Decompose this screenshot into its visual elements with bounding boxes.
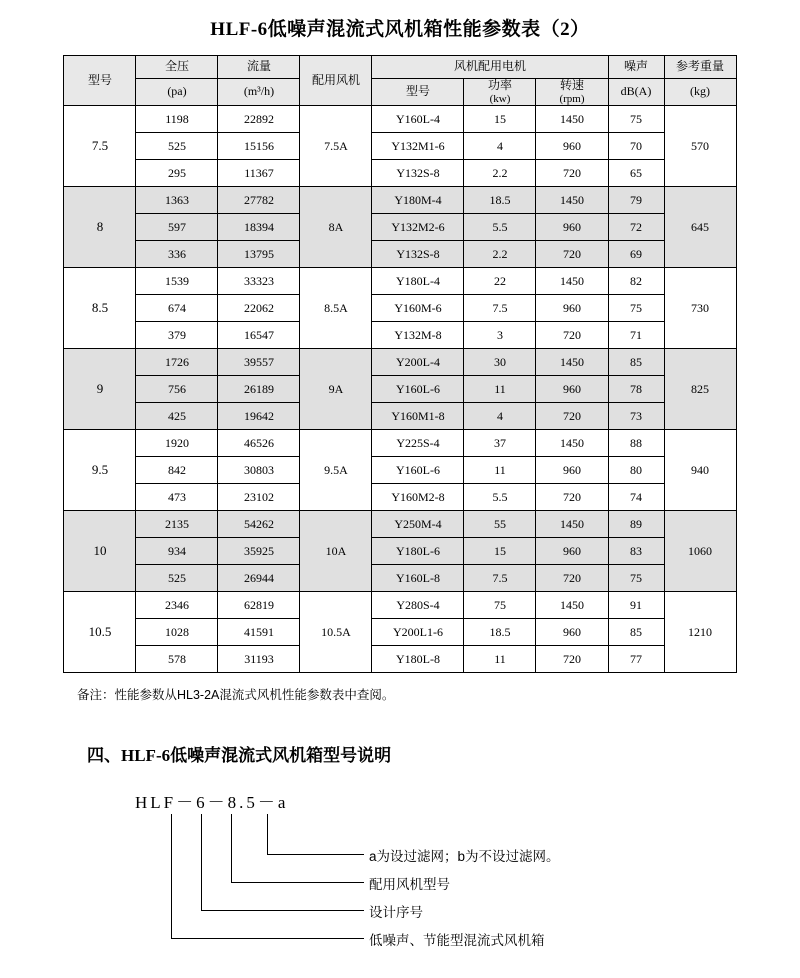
- cell-motor-model: Y132M2-6: [372, 214, 464, 241]
- model-code-text: HLF－6－8.5－a: [135, 793, 289, 813]
- cell-total-pressure: 1198: [136, 106, 218, 133]
- table-row: [64, 268, 736, 295]
- cell-noise: 75: [608, 565, 664, 592]
- cell-speed: 960: [536, 214, 608, 241]
- table-row: [64, 295, 736, 322]
- cell-speed: 720: [536, 160, 608, 187]
- page-title: HLF-6低噪声混流式风机箱性能参数表（2）: [210, 19, 590, 40]
- cell-model: 8.5: [64, 268, 136, 349]
- cell-noise: 74: [608, 484, 664, 511]
- th-fan: 配用风机: [300, 56, 372, 106]
- cell-power: 15: [464, 106, 536, 133]
- cell-total-pressure: 525: [136, 565, 218, 592]
- cell-flow: 26944: [218, 565, 300, 592]
- cell-speed: 1450: [536, 511, 608, 538]
- cell-power: 11: [464, 376, 536, 403]
- cell-noise: 70: [608, 133, 664, 160]
- th-total-pressure: [136, 56, 218, 79]
- header-row-2: [64, 79, 736, 106]
- cell-fan: 9.5A: [300, 430, 372, 511]
- table-row: [64, 133, 736, 160]
- diagram-label-filter: a为设过滤网；b为不设过滤网。: [369, 849, 560, 865]
- cell-noise: 85: [608, 349, 664, 376]
- cell-noise: 73: [608, 403, 664, 430]
- page: [0, 14, 800, 978]
- cell-weight: 570: [664, 106, 736, 187]
- cell-noise: 77: [608, 646, 664, 673]
- cell-total-pressure: 1726: [136, 349, 218, 376]
- cell-noise: 82: [608, 268, 664, 295]
- th-power-label: 功率: [487, 78, 512, 92]
- cell-total-pressure: 525: [136, 133, 218, 160]
- cell-total-pressure: 379: [136, 322, 218, 349]
- cell-weight: 1060: [664, 511, 736, 592]
- table-row: [64, 106, 736, 133]
- table-row: [64, 214, 736, 241]
- cell-power: 15: [464, 538, 536, 565]
- model-code-diagram: [75, 788, 725, 978]
- th-motor-group: 风机配用电机: [372, 56, 608, 79]
- cell-fan: 8.5A: [300, 268, 372, 349]
- table-row: [64, 511, 736, 538]
- cell-total-pressure: 295: [136, 160, 218, 187]
- cell-flow: 30803: [218, 457, 300, 484]
- table-row: [64, 538, 736, 565]
- cell-noise: 65: [608, 160, 664, 187]
- table-row: [64, 484, 736, 511]
- cell-flow: 26189: [218, 376, 300, 403]
- cell-power: 11: [464, 646, 536, 673]
- table-row: [64, 565, 736, 592]
- cell-motor-model: Y132S-8: [372, 160, 464, 187]
- cell-flow: 18394: [218, 214, 300, 241]
- cell-total-pressure: 1028: [136, 619, 218, 646]
- cell-speed: 1450: [536, 349, 608, 376]
- cell-total-pressure: 756: [136, 376, 218, 403]
- table-row: [64, 376, 736, 403]
- cell-model: 9.5: [64, 430, 136, 511]
- cell-noise: 72: [608, 214, 664, 241]
- cell-power: 22: [464, 268, 536, 295]
- cell-fan: 8A: [300, 187, 372, 268]
- cell-power: 4: [464, 403, 536, 430]
- section-title: 四、HLF-6低噪声混流式风机箱型号说明: [87, 746, 392, 766]
- cell-speed: 1450: [536, 187, 608, 214]
- cell-power: 55: [464, 511, 536, 538]
- cell-flow: 41591: [218, 619, 300, 646]
- cell-power: 7.5: [464, 295, 536, 322]
- cell-flow: 13795: [218, 241, 300, 268]
- cell-noise: 85: [608, 619, 664, 646]
- cell-weight: 825: [664, 349, 736, 430]
- cell-total-pressure: 1363: [136, 187, 218, 214]
- th-speed-unit: (rpm): [559, 92, 585, 105]
- cell-motor-model: Y132M-8: [372, 322, 464, 349]
- th-noise-unit: dB(A): [608, 79, 664, 106]
- cell-motor-model: Y280S-4: [372, 592, 464, 619]
- table-row: [64, 592, 736, 619]
- cell-speed: 720: [536, 241, 608, 268]
- cell-weight: 1210: [664, 592, 736, 673]
- table-row: [64, 187, 736, 214]
- cell-speed: 1450: [536, 592, 608, 619]
- cell-power: 5.5: [464, 214, 536, 241]
- cell-motor-model: Y200L-4: [372, 349, 464, 376]
- cell-motor-model: Y160L-8: [372, 565, 464, 592]
- cell-flow: 33323: [218, 268, 300, 295]
- cell-speed: 960: [536, 295, 608, 322]
- cell-flow: 62819: [218, 592, 300, 619]
- table-row: [64, 160, 736, 187]
- th-flow: [218, 56, 300, 79]
- cell-total-pressure: 934: [136, 538, 218, 565]
- cell-motor-model: Y160M2-8: [372, 484, 464, 511]
- cell-power: 5.5: [464, 484, 536, 511]
- cell-total-pressure: 842: [136, 457, 218, 484]
- cell-fan: 10.5A: [300, 592, 372, 673]
- cell-flow: 35925: [218, 538, 300, 565]
- cell-motor-model: Y160M1-8: [372, 403, 464, 430]
- cell-total-pressure: 2135: [136, 511, 218, 538]
- cell-noise: 75: [608, 106, 664, 133]
- cell-motor-model: Y180L-4: [372, 268, 464, 295]
- cell-speed: 1450: [536, 268, 608, 295]
- cell-motor-model: Y160L-6: [372, 457, 464, 484]
- cell-total-pressure: 1920: [136, 430, 218, 457]
- cell-speed: 720: [536, 484, 608, 511]
- cell-noise: 80: [608, 457, 664, 484]
- cell-flow: 27782: [218, 187, 300, 214]
- table-row: [64, 349, 736, 376]
- th-speed-label: 转速: [559, 78, 584, 92]
- cell-flow: 22892: [218, 106, 300, 133]
- cell-noise: 71: [608, 322, 664, 349]
- th-speed: [536, 79, 608, 106]
- cell-power: 11: [464, 457, 536, 484]
- cell-power: 4: [464, 133, 536, 160]
- cell-weight: 645: [664, 187, 736, 268]
- th-noise-label: 噪声: [624, 59, 649, 74]
- cell-speed: 960: [536, 457, 608, 484]
- cell-fan: 9A: [300, 349, 372, 430]
- cell-flow: 16547: [218, 322, 300, 349]
- cell-motor-model: Y160L-6: [372, 376, 464, 403]
- th-power-unit: (kw): [489, 92, 511, 105]
- th-power: [464, 79, 536, 106]
- cell-flow: 54262: [218, 511, 300, 538]
- table-row: [64, 646, 736, 673]
- cell-motor-model: Y180L-6: [372, 538, 464, 565]
- cell-speed: 1450: [536, 430, 608, 457]
- cell-noise: 83: [608, 538, 664, 565]
- cell-power: 75: [464, 592, 536, 619]
- cell-motor-model: Y160L-4: [372, 106, 464, 133]
- cell-power: 37: [464, 430, 536, 457]
- cell-weight: 940: [664, 430, 736, 511]
- diagram-label-design-no: 设计序号: [369, 905, 423, 921]
- spec-table: [63, 55, 736, 673]
- th-motor-model: 型号: [372, 79, 464, 106]
- cell-motor-model: Y132M1-6: [372, 133, 464, 160]
- cell-noise: 89: [608, 511, 664, 538]
- cell-noise: 91: [608, 592, 664, 619]
- leader-line-4: [171, 814, 364, 939]
- cell-total-pressure: 473: [136, 484, 218, 511]
- cell-flow: 31193: [218, 646, 300, 673]
- cell-flow: 15156: [218, 133, 300, 160]
- th-weight: [664, 56, 736, 79]
- th-total-pressure-label: 全压: [164, 59, 189, 74]
- cell-speed: 720: [536, 322, 608, 349]
- cell-total-pressure: 2346: [136, 592, 218, 619]
- cell-total-pressure: 1539: [136, 268, 218, 295]
- cell-model: 7.5: [64, 106, 136, 187]
- cell-motor-model: Y132S-8: [372, 241, 464, 268]
- cell-speed: 720: [536, 646, 608, 673]
- diagram-label-fan-model: 配用风机型号: [369, 877, 450, 893]
- cell-flow: 19642: [218, 403, 300, 430]
- cell-motor-model: Y180M-4: [372, 187, 464, 214]
- cell-power: 30: [464, 349, 536, 376]
- table-row: [64, 619, 736, 646]
- cell-noise: 69: [608, 241, 664, 268]
- cell-weight: 730: [664, 268, 736, 349]
- cell-noise: 75: [608, 295, 664, 322]
- header-row-1: [64, 56, 736, 79]
- cell-motor-model: Y180L-8: [372, 646, 464, 673]
- th-flow-unit: (m³/h): [218, 79, 300, 106]
- cell-model: 9: [64, 349, 136, 430]
- cell-power: 18.5: [464, 187, 536, 214]
- cell-model: 10.5: [64, 592, 136, 673]
- cell-speed: 960: [536, 376, 608, 403]
- table-row: [64, 430, 736, 457]
- table-row: [64, 403, 736, 430]
- cell-noise: 88: [608, 430, 664, 457]
- th-weight-unit: (kg): [664, 79, 736, 106]
- th-weight-label: 参考重量: [676, 59, 725, 74]
- cell-speed: 720: [536, 565, 608, 592]
- cell-fan: 10A: [300, 511, 372, 592]
- th-model: 型号: [64, 56, 136, 106]
- cell-flow: 46526: [218, 430, 300, 457]
- table-row: [64, 322, 736, 349]
- cell-noise: 78: [608, 376, 664, 403]
- cell-power: 3: [464, 322, 536, 349]
- cell-motor-model: Y250M-4: [372, 511, 464, 538]
- cell-power: 7.5: [464, 565, 536, 592]
- cell-speed: 720: [536, 403, 608, 430]
- cell-flow: 22062: [218, 295, 300, 322]
- cell-total-pressure: 674: [136, 295, 218, 322]
- cell-speed: 960: [536, 619, 608, 646]
- th-total-pressure-unit: (pa): [136, 79, 218, 106]
- th-noise: [608, 56, 664, 79]
- table-note: 备注：性能参数从HL3-2A混流式风机性能参数表中查阅。: [77, 688, 395, 703]
- diagram-label-product: 低噪声、节能型混流式风机箱: [369, 933, 545, 949]
- cell-model: 8: [64, 187, 136, 268]
- cell-total-pressure: 336: [136, 241, 218, 268]
- cell-fan: 7.5A: [300, 106, 372, 187]
- cell-speed: 1450: [536, 106, 608, 133]
- cell-flow: 23102: [218, 484, 300, 511]
- cell-motor-model: Y160M-6: [372, 295, 464, 322]
- cell-power: 18.5: [464, 619, 536, 646]
- th-flow-label: 流量: [246, 59, 271, 74]
- cell-flow: 11367: [218, 160, 300, 187]
- cell-total-pressure: 425: [136, 403, 218, 430]
- cell-flow: 39557: [218, 349, 300, 376]
- cell-speed: 960: [536, 538, 608, 565]
- cell-power: 2.2: [464, 241, 536, 268]
- table-row: [64, 457, 736, 484]
- cell-model: 10: [64, 511, 136, 592]
- table-body: [64, 106, 736, 673]
- cell-noise: 79: [608, 187, 664, 214]
- cell-speed: 960: [536, 133, 608, 160]
- cell-total-pressure: 578: [136, 646, 218, 673]
- table-row: [64, 241, 736, 268]
- cell-motor-model: Y200L1-6: [372, 619, 464, 646]
- cell-motor-model: Y225S-4: [372, 430, 464, 457]
- table-header: [64, 56, 736, 106]
- cell-power: 2.2: [464, 160, 536, 187]
- cell-total-pressure: 597: [136, 214, 218, 241]
